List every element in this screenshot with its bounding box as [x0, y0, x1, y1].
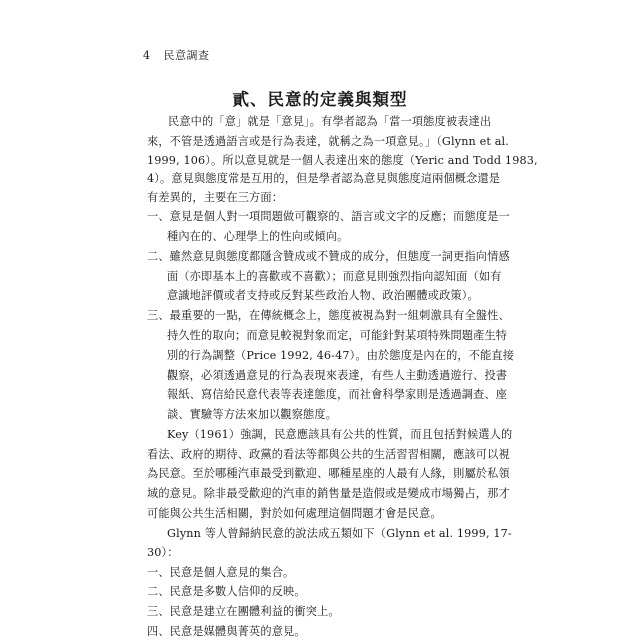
text-line: Key（1961）強調，民意應該具有公共的性質，而且包括對候選人的: [167, 428, 513, 441]
text-line: 二、雖然意見與態度都隱含贊成或不贊成的成分，但態度一詞更指向情感: [147, 250, 510, 263]
text-line: 有差異的，主要在三方面：: [147, 191, 284, 204]
text-line: 民意中的「意」就是「意見」。有學者認為「當一項態度被表達出: [168, 115, 492, 128]
text-line: 1999, 106）。所以意見就是一個人表達出來的態度（Yeric and Todd 1983,: [147, 154, 538, 167]
section-title: 貳、民意的定義與類型: [232, 90, 408, 109]
text-line: 域的意見。除非最受歡迎的汽車的銷售量是造假或是變成市場獨占，那才: [147, 487, 510, 500]
text-line: 面（亦即基本上的喜歡或不喜歡）；而意見則強烈指向認知面（如有: [167, 270, 502, 283]
page-number: 4: [143, 49, 151, 62]
text-line: 四、民意是媒體與菁英的意見。: [147, 625, 306, 638]
running-title: 民意調查: [163, 49, 210, 62]
text-line: 看法、政府的期待、政黨的看法等都與公共的生活習習相關，應該可以視: [147, 448, 510, 461]
text-line: 三、最重要的一點，在傳統概念上，態度被視為對一組刺激具有全盤性、: [147, 309, 510, 322]
text-line: 二、民意是多數人信仰的反映。: [147, 585, 306, 598]
text-line: 持久性的取向；而意見較視對象而定，可能針對某項特殊問題產生特: [167, 329, 508, 342]
text-line: 報紙、寫信給民意代表等表達態度，而社會科學家則是透過調查、座: [167, 388, 508, 401]
text-line: 一、意見是個人對一項問題做可觀察的、語言或文字的反應；而態度是一: [147, 210, 510, 223]
text-line: 來，不管是透過語言或是行為表達，就稱之為一項意見。」（Glynn et al.: [147, 135, 509, 148]
text-line: 觀察，必須透過意見的行為表現來表達，有些人主動透過遊行、投書: [167, 369, 508, 382]
text-line: 種內在的、心理學上的性向或傾向。: [167, 230, 349, 243]
text-line: Glynn 等人曾歸納民意的說法成五類如下（Glynn et al. 1999, 17-: [167, 527, 512, 540]
text-line: 三、民意是建立在團體利益的衝突上。: [147, 605, 340, 618]
running-head: [143, 47, 210, 63]
text-line: 為民意。至於哪種汽車最受到歡迎、哪種星座的人最有人緣，則屬於私領: [147, 467, 510, 480]
text-line: 30）：: [147, 546, 179, 559]
text-line: 4）。意見與態度常是互用的，但是學者認為意見與態度這兩個概念還是: [147, 172, 501, 185]
text-line: 別的行為調整（Price 1992, 46-47）。由於態度是內在的，不能直接: [167, 349, 515, 362]
text-line: 意識地評價或者支持或反對某些政治人物、政治團體或政策）。: [167, 289, 479, 302]
text-line: 可能與公共生活相關，對於如何處理這個問題才會是民意。: [147, 507, 442, 520]
text-line: 談、實驗等方法來加以觀察態度。: [167, 408, 338, 421]
text-line: 一、民意是個人意見的集合。: [147, 566, 295, 579]
